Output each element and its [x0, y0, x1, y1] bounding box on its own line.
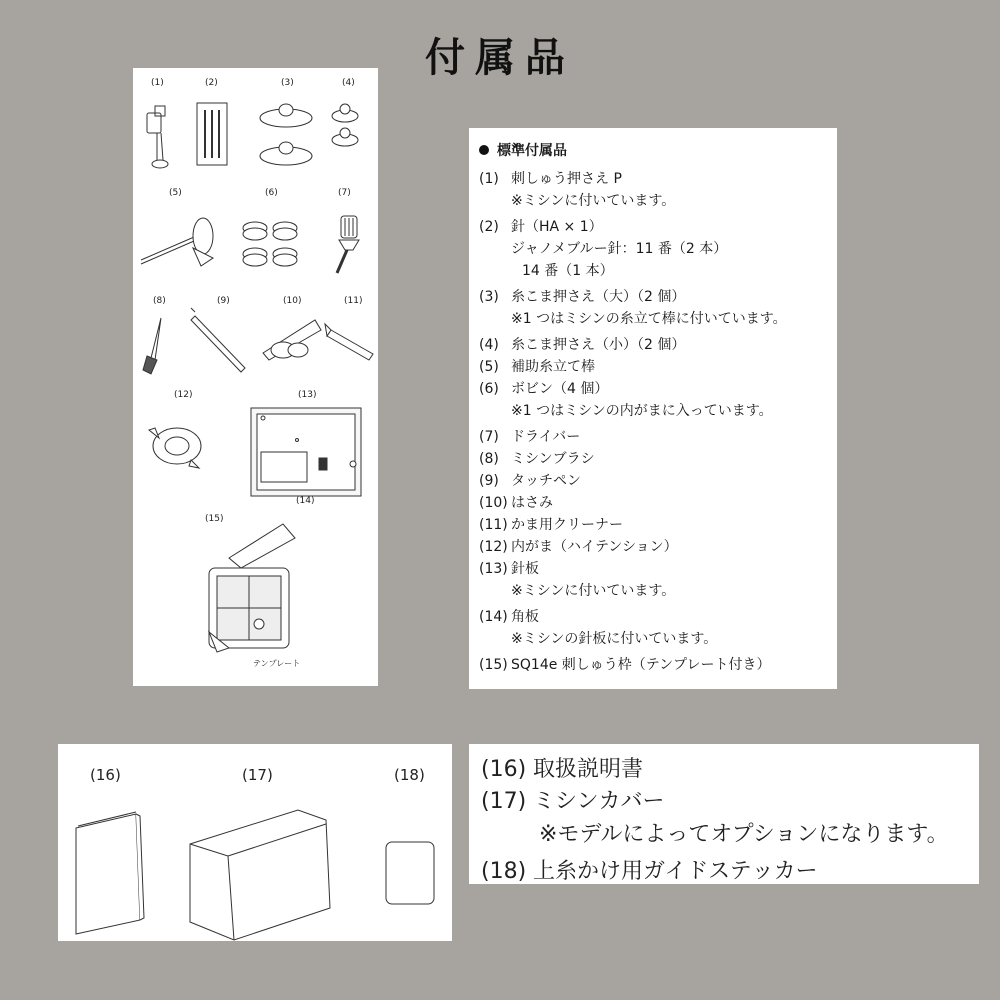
list-item: [479, 286, 837, 308]
sticker-icon: [386, 842, 434, 904]
figure-label: (16): [90, 766, 121, 784]
item-text: 上糸かけ用ガイドステッカー: [533, 859, 818, 884]
figure-label: (15): [205, 514, 224, 524]
item-number: (15): [479, 657, 508, 673]
item-number: (3): [479, 289, 499, 305]
figure-label: (2): [205, 78, 218, 88]
item-text: タッチペン: [511, 473, 581, 489]
item-number: (17): [481, 789, 527, 814]
list-heading: 標準付属品: [479, 140, 837, 160]
list-item: [481, 786, 979, 818]
item-text: ミシンブラシ: [511, 451, 595, 467]
item-text: 糸こま押さえ（大）（2 個）: [511, 289, 686, 305]
standard-accessories-list: [469, 128, 837, 689]
item-number: (2): [479, 219, 499, 235]
item-text: 針（HA × 1）: [511, 219, 603, 235]
list-item: [479, 470, 837, 492]
figure-label: (8): [153, 296, 166, 306]
item-note: ※モデルによってオプションになります。: [539, 822, 949, 847]
list-item: [479, 334, 837, 356]
item-text: 糸こま押さえ（小）（2 個）: [511, 337, 686, 353]
list-item: [479, 514, 837, 536]
manual-icon: [58, 744, 452, 941]
item-number: (18): [481, 859, 527, 884]
item-number: (7): [479, 429, 499, 445]
item-note: 14 番（1 本）: [522, 263, 614, 279]
bullet-icon: [479, 145, 489, 155]
item-text: はさみ: [511, 495, 553, 511]
page-title: 付属品: [425, 35, 575, 81]
figure-label: (18): [394, 766, 425, 784]
list-item: [479, 168, 837, 190]
item-text: SQ14e 刺しゅう枠（テンプレート付き）: [511, 657, 771, 673]
list-item: [481, 856, 979, 888]
item-number: (9): [479, 473, 499, 489]
figure-label: (1): [151, 78, 164, 88]
item-number: (10): [479, 495, 508, 511]
list-item: [479, 426, 837, 448]
list-item: [479, 492, 837, 514]
figure-label: (9): [217, 296, 230, 306]
item-number: (13): [479, 561, 508, 577]
figure-label: (7): [338, 188, 351, 198]
list-item: [479, 356, 837, 378]
figure-label: (10): [283, 296, 302, 306]
item-text: 取扱説明書: [533, 757, 644, 782]
item-text: ボビン（4 個）: [511, 381, 609, 397]
item-number: (11): [479, 517, 508, 533]
item-text: 内がま（ハイテンション）: [511, 539, 678, 555]
figure-label: (13): [298, 390, 317, 400]
figure-label: (12): [174, 390, 193, 400]
list-item: [479, 536, 837, 558]
list-item: [479, 654, 837, 676]
item-number: (5): [479, 359, 499, 375]
item-note: ※ミシンの針板に付いています。: [511, 631, 718, 647]
accessory-items: [479, 168, 837, 676]
item-number: (6): [479, 381, 499, 397]
list-item: [479, 606, 837, 628]
sewing-machine-cover-icon: [190, 810, 330, 940]
item-text: ドライバー: [511, 429, 581, 445]
item-note: ※1 つはミシンの糸立て棒に付いています。: [511, 311, 787, 327]
list-item: [479, 558, 837, 580]
list-item: [479, 448, 837, 470]
item-text: かま用クリーナー: [511, 517, 623, 533]
figure-label: (5): [169, 188, 182, 198]
embroidery-foot-icon: [133, 68, 378, 686]
item-note: ※ミシンに付いています。: [511, 193, 676, 209]
list-item: [481, 754, 979, 786]
item-number: (12): [479, 539, 508, 555]
list-item: [479, 378, 837, 400]
item-text: 角板: [511, 609, 539, 625]
item-note: ジャノメブルー針：11 番（2 本）: [511, 241, 728, 257]
item-number: (8): [479, 451, 499, 467]
item-number: (16): [481, 757, 527, 782]
item-text: 刺しゅう押さえ P: [511, 171, 622, 187]
item-number: (1): [479, 171, 499, 187]
figure-label: (3): [281, 78, 294, 88]
item-note: ※1 つはミシンの内がまに入っています。: [511, 403, 773, 419]
item-number: (4): [479, 337, 499, 353]
extra-accessory-items: [481, 754, 979, 888]
list-item: [479, 216, 837, 238]
extra-accessories-list: [469, 744, 979, 884]
template-label: テンプレート: [253, 659, 301, 668]
item-number: (14): [479, 609, 508, 625]
accessories-illustration: [133, 68, 378, 686]
figure-label: (11): [344, 296, 363, 306]
figure-label: (4): [342, 78, 355, 88]
extra-accessories-illustration: [58, 744, 452, 941]
item-note: ※ミシンに付いています。: [511, 583, 676, 599]
figure-label: (17): [242, 766, 273, 784]
item-text: 針板: [511, 561, 539, 577]
item-text: ミシンカバー: [533, 789, 665, 814]
item-text: 補助糸立て棒: [511, 359, 595, 375]
figure-label: (6): [265, 188, 278, 198]
figure-label: (14): [296, 496, 315, 506]
